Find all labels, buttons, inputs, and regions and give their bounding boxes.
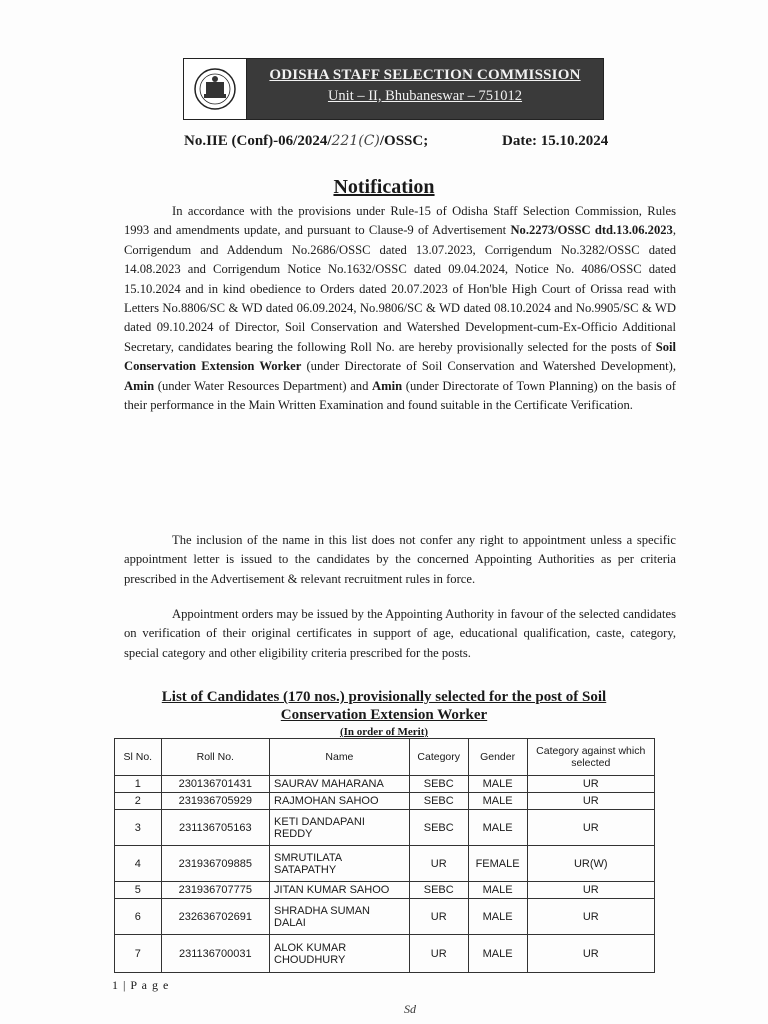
ref-date: Date: 15.10.2024 — [502, 133, 609, 149]
table-row — [115, 776, 655, 793]
table-header-row — [115, 739, 655, 776]
cell-sl: 5 — [115, 882, 162, 899]
header-name: Name — [270, 739, 410, 776]
reference-line — [184, 133, 634, 150]
p1-bold-advt: No.2273/OSSC dtd.13.06.2023 — [510, 223, 673, 238]
letterhead — [183, 58, 604, 120]
p1-bold-amin-1: Amin — [124, 378, 155, 393]
cell-roll: 230136701431 — [161, 776, 269, 793]
p1-text-3: (under Directorate of Soil Conservation and Watershed Development), — [301, 359, 676, 374]
ref-suffix: /OSSC; — [379, 133, 429, 149]
cell-name: SAURAV MAHARANA — [270, 776, 410, 793]
table-row — [115, 810, 655, 846]
cell-sl: 2 — [115, 793, 162, 810]
p1-bold-amin-2: Amin — [372, 378, 403, 393]
cell-category: SEBC — [409, 793, 468, 810]
commission-name: ODISHA STAFF SELECTION COMMISSION — [269, 67, 581, 83]
table-row — [115, 793, 655, 810]
ref-prefix: No.IIE (Conf)-06/2024/ — [184, 133, 332, 149]
paragraph-1 — [124, 202, 676, 415]
cell-roll: 231936707775 — [161, 882, 269, 899]
cell-name: SHRADHA SUMAN DALAI — [270, 899, 410, 935]
cell-gender: MALE — [468, 899, 527, 935]
list-title-line-2: Conservation Extension Worker — [280, 707, 488, 723]
p3-text: Appointment orders may be issued by the Appointing Authority in favour of the selected candidates on verification of their original certificates in support of age, educational qualification, caste, category, special category and other eligibility criteria prescribed for the posts. — [124, 607, 676, 660]
cell-roll: 231136700031 — [161, 935, 269, 973]
cell-name: KETI DANDAPANI REDDY — [270, 810, 410, 846]
header-sl: Sl No. — [115, 739, 162, 776]
p1-text-5: (under Directorate of Town Planning) on the basis of their performance in the Main Written Examination and found suitable in the Certificate Verification. — [124, 378, 676, 413]
letterhead-text — [247, 59, 603, 119]
paragraph-3 — [124, 605, 676, 663]
merit-note: (In order of Merit) — [339, 726, 429, 738]
table-row — [115, 935, 655, 973]
page-footer: 1 | P a g e — [112, 978, 170, 992]
cell-roll: 232636702691 — [161, 899, 269, 935]
candidates-table — [114, 738, 655, 973]
notification-title: Notification — [333, 176, 435, 198]
cell-gender: MALE — [468, 793, 527, 810]
cell-category: SEBC — [409, 882, 468, 899]
p1-text-1: In accordance with the provisions under Rule-15 of Odisha Staff Selection Commission, Rules 1993 and amendments update, and pursuant to Clause-9 of Advertisement — [124, 204, 676, 238]
cell-name: SMRUTILATA SATAPATHY — [270, 846, 410, 882]
cell-roll: 231936705929 — [161, 793, 269, 810]
cell-sl: 1 — [115, 776, 162, 793]
cell-selected: UR — [527, 899, 654, 935]
paragraph-2 — [124, 531, 676, 589]
cell-gender: MALE — [468, 776, 527, 793]
commission-address: Unit – II, Bhubaneswar – 751012 — [327, 88, 523, 104]
cell-category: UR — [409, 846, 468, 882]
cell-roll: 231936709885 — [161, 846, 269, 882]
header-roll: Roll No. — [161, 739, 269, 776]
cell-sl: 4 — [115, 846, 162, 882]
cell-roll: 231136705163 — [161, 810, 269, 846]
cell-selected: UR — [527, 810, 654, 846]
cell-selected: UR — [527, 793, 654, 810]
header-category: Category — [409, 739, 468, 776]
table-row — [115, 846, 655, 882]
p1-text-2: , Corrigendum and Addendum No.2686/OSSC dated 13.07.2023, Corrigendum No.3282/OSSC dated 14.08.2023 and Corrigendum Notice No.1632/OSSC dated 09.04.2024, Notice No. 4086/OSSC dated 15.10.2024 and in kind obedience to Orders dated 20.07.2023 of Hon'ble High Court of Orissa read with Letters No.8806/SC & WD dated 06.09.2024, No.9806/SC & WD dated 08.10.2024 and No.9905/SC & WD dated 09.10.2024 of Director, Soil Conservation and Watershed Development-cum-Ex-Officio Additional Secretary, candidates bearing the following Roll No. are hereby provisionally selected for the posts of — [124, 223, 677, 354]
table-row — [115, 899, 655, 935]
header-gender: Gender — [468, 739, 527, 776]
cell-name: JITAN KUMAR SAHOO — [270, 882, 410, 899]
cell-category: UR — [409, 935, 468, 973]
cell-name: RAJMOHAN SAHOO — [270, 793, 410, 810]
cell-sl: 3 — [115, 810, 162, 846]
cell-sl: 6 — [115, 899, 162, 935]
cell-sl: 7 — [115, 935, 162, 973]
p1-text-4: (under Water Resources Department) and — [154, 378, 373, 393]
cell-selected: UR(W) — [527, 846, 654, 882]
emblem-icon — [184, 59, 247, 119]
cell-gender: FEMALE — [468, 846, 527, 882]
cell-gender: MALE — [468, 935, 527, 973]
cell-category: UR — [409, 899, 468, 935]
cell-gender: MALE — [468, 882, 527, 899]
header-category-selected: Category against which selected — [527, 739, 654, 776]
cell-category: SEBC — [409, 810, 468, 846]
cell-selected: UR — [527, 935, 654, 973]
table-row — [115, 882, 655, 899]
p2-text: The inclusion of the name in this list does not confer any right to appointment unless a specific appointment letter is issued to the candidates by the concerned Appointing Authorities as per criteria prescribed in the Advertisement & relevant recruitment rules in force. — [124, 533, 676, 586]
p1-bold-post: Soil Conservation Extension Worker — [124, 339, 676, 374]
cell-gender: MALE — [468, 810, 527, 846]
cell-selected: UR — [527, 776, 654, 793]
cell-selected: UR — [527, 882, 654, 899]
cell-name: ALOK KUMAR CHOUDHURY — [270, 935, 410, 973]
cell-category: SEBC — [409, 776, 468, 793]
ref-handwritten: 221(C) — [331, 133, 380, 149]
list-title-line-1: List of Candidates (170 nos.) provisionally selected for the post of Soil — [161, 689, 607, 705]
list-title — [0, 688, 768, 724]
handwritten-initials: Sd — [404, 1002, 416, 1016]
